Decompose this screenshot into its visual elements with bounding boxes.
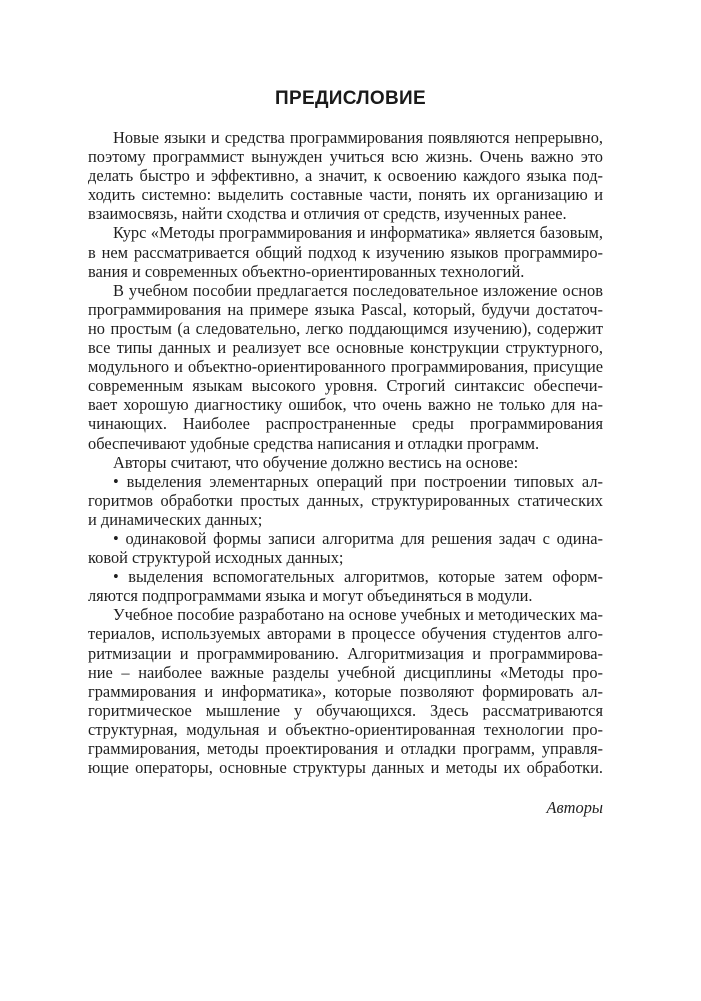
text-line: в нем рассматривается общий подход к изучению языков программиро- xyxy=(88,242,603,262)
text-line: делать быстро и эффективно, а значит, к освоению каждого языка под- xyxy=(88,166,603,186)
text-line: ходить системно: выделить составные части, понять их организацию и xyxy=(88,185,603,205)
text-line: • выделения элементарных операций при построении типовых ал- xyxy=(113,471,603,491)
text-line: Курс «Методы программирования и информатика» является базовым, xyxy=(113,223,603,243)
text-line: обеспечивают удобные средства написания и отладки программ. xyxy=(88,433,540,453)
text-line: взаимосвязь, найти сходства и отличия от средств, изученных ранее. xyxy=(88,204,567,224)
text-line: но простым (а следовательно, легко поддающимся изучению), содержит xyxy=(88,318,603,338)
text-line: ляются подпрограммами языка и могут объединяться в модули. xyxy=(88,586,533,606)
text-line: модульного и объектно-ориентированного программирования, присущие xyxy=(88,357,603,377)
text-line: граммирования и информатика», которые позволяют формировать ал- xyxy=(88,681,603,701)
text-line: Учебное пособие разработано на основе учебных и методических ма- xyxy=(113,605,603,625)
text-line: современным языкам высокого уровня. Строгий синтаксис обеспечи- xyxy=(88,376,603,396)
text-line: Новые языки и средства программирования появляются непрерывно, xyxy=(113,128,603,147)
preface-body xyxy=(88,128,603,777)
text-line: ритмизации и программированию. Алгоритмизация и программирова- xyxy=(88,643,603,663)
text-line: • выделения вспомогательных алгоритмов, которые затем оформ- xyxy=(113,567,603,587)
text-line: В учебном пособии предлагается последовательное изложение основ xyxy=(113,280,603,300)
text-line: • одинаковой формы записи алгоритма для решения задач с одина- xyxy=(113,528,603,548)
text-line: вания и современных объектно-ориентированных технологий. xyxy=(88,261,525,281)
text-line: горитмов обработки простых данных, структурированных статических xyxy=(88,490,603,510)
text-line: структурная, модульная и объектно-ориентированная технологии про- xyxy=(88,719,603,739)
text-line: ющие операторы, основные структуры данных и методы их обработки. xyxy=(88,758,603,778)
text-line: вает хорошую диагностику ошибок, что очень важно не только для на- xyxy=(88,395,603,415)
page-title: ПРЕДИСЛОВИЕ xyxy=(275,88,426,109)
text-line: и динамических данных; xyxy=(88,509,263,529)
text-line: чинающих. Наиболее распространенные среды программирования xyxy=(88,414,603,434)
text-line: Авторы считают, что обучение должно вестись на основе: xyxy=(113,452,519,472)
text-line: териалов, используемых авторами в процессе обучения студентов алго- xyxy=(88,624,603,644)
signature: Авторы xyxy=(546,798,603,817)
text-line: ковой структурой исходных данных; xyxy=(88,548,344,568)
text-line: программирования на примере языка Pascal, который, будучи достаточ- xyxy=(88,299,603,319)
text-line: все типы данных и реализует все основные конструкции структурного, xyxy=(88,338,603,358)
text-line: граммирования, методы проектирования и отладки программ, управля- xyxy=(88,739,603,758)
text-line: ние – наиболее важные разделы учебной дисциплины «Методы про- xyxy=(88,662,603,682)
text-line: поэтому программист вынужден учиться всю жизнь. Очень важно это xyxy=(88,147,603,167)
text-line: горитмическое мышление у обучающихся. Здесь рассматриваются xyxy=(88,700,603,720)
